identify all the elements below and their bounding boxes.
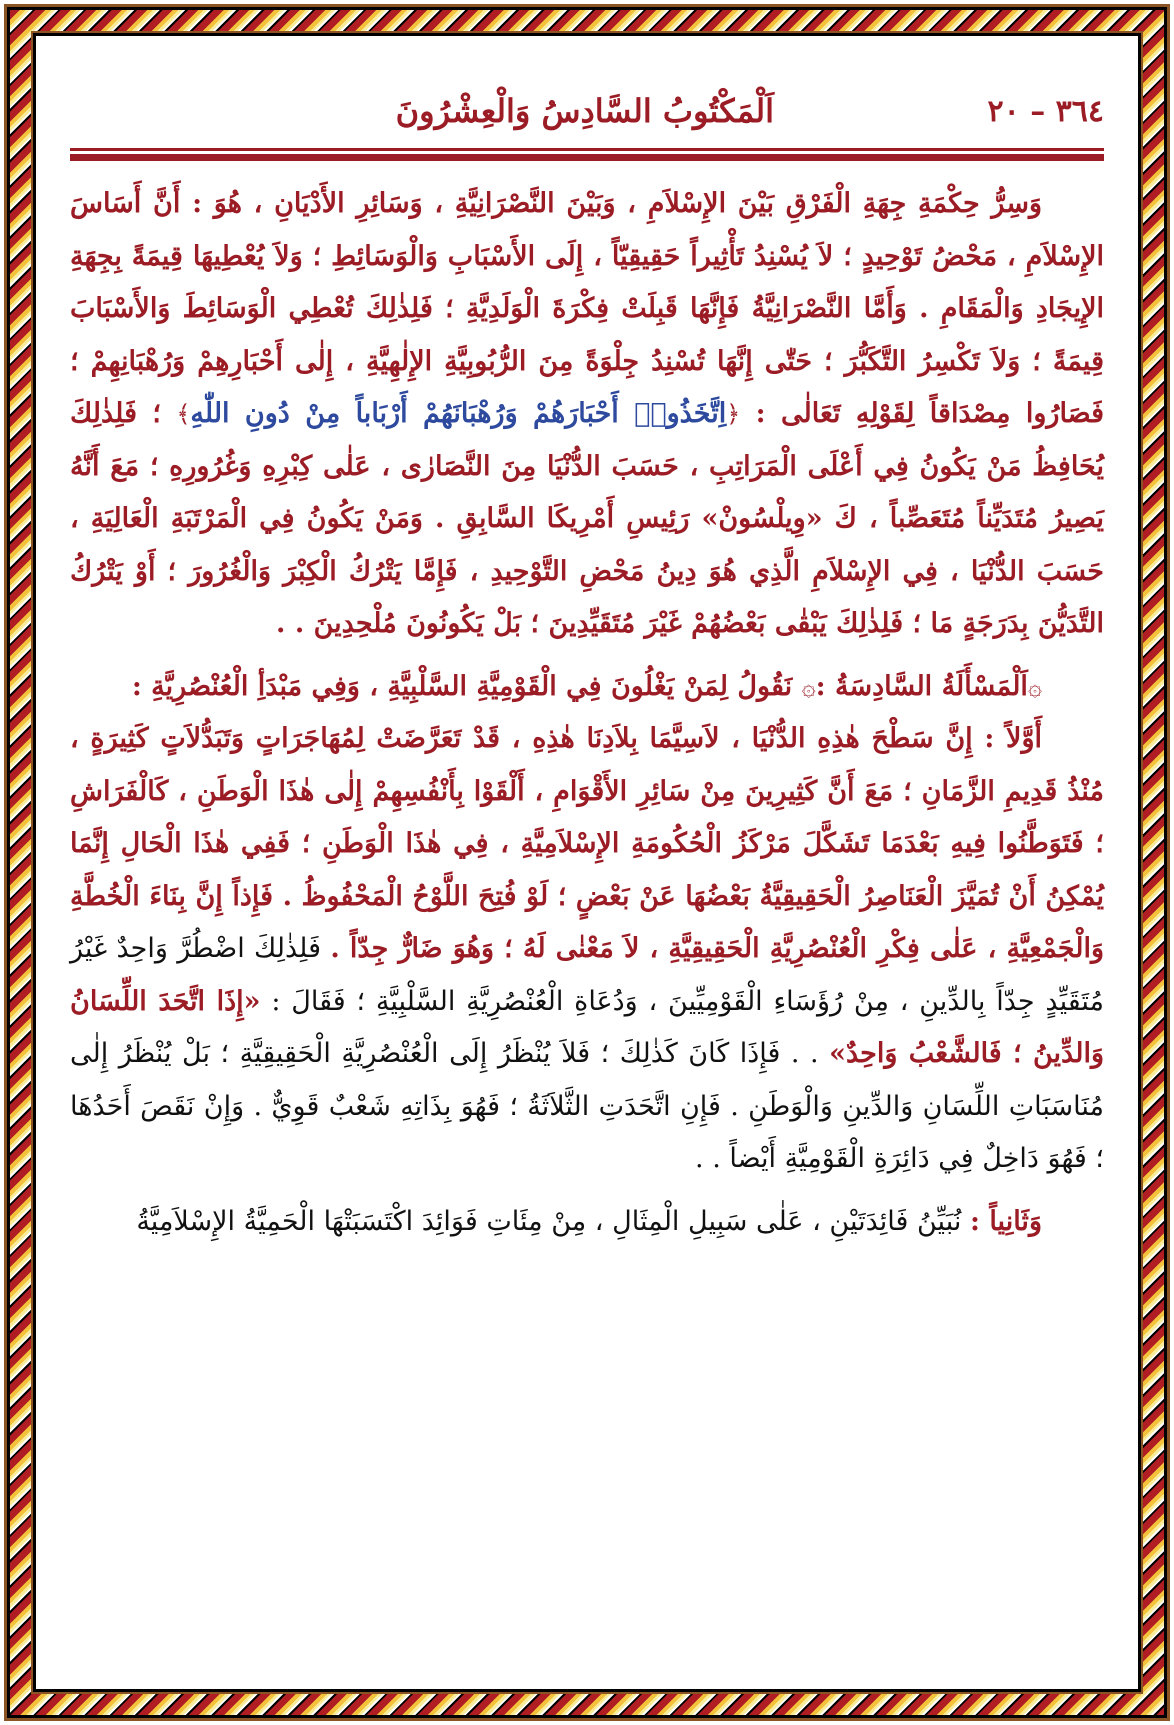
quran-verse: اِتَّخَذُوا۟ أَحْبَارَهُمْ وَرُهْبَانَهُمْ أَرْبَاباً مِنْ دُونِ اللّٰهِ bbox=[190, 398, 727, 429]
heading-ornament-open-icon: ۞ bbox=[1027, 672, 1042, 701]
paragraph-1-text-a: وَسِرُّ حِكْمَةِ جِهَةِ الْفَرْقِ بَيْنَ الإِسْلاَمِ ، وَبَيْنَ النَّصْرَانِيَّةِ ، وَسَائِرِ الأَدْيَانِ ، هُوَ : أَنَّ أَسَاسَ الإِسْلاَمِ ، مَحْضُ تَوْحِيدٍ ؛ لاَ يُسْنِدُ تَأْثِيراً حَقِيقِيّاً ، إِلَى الأَسْبَابِ وَالْوَسَائِطِ ؛ وَلاَ يُعْطِيهَا قِيمَةً بِجِهَةِ الإِيجَادِ وَالْمَقَامِ . وَأَمَّا النَّصْرَانِيَّةُ فَإِنَّهَا قَبِلَتْ فِكْرَةَ الْوَلَدِيَّةِ ؛ فَلِذٰلِكَ تُعْطِي الْوَسَائِطَ وَالأَسْبَابَ قِيمَةً ؛ وَلاَ تَكْسِرُ التَّكَبُّرَ ؛ حَتّٰى إِنَّهَا تُسْنِدُ جِلْوَةً مِنَ الرُّبُوبِيَّةِ الإِلٰهِيَّةِ ، إِلٰى أَحْبَارِهِمْ وَرُهْبَانِهِمْ ؛ فَصَارُوا مِصْدَاقاً لِقَوْلِهِ تَعَالٰى : bbox=[70, 188, 1104, 429]
page-number: ٣٦٤ – ٢٠ bbox=[987, 94, 1104, 129]
header-rule-thin bbox=[70, 148, 1104, 151]
paragraph-2-black-text bbox=[70, 933, 1104, 1174]
paragraph-3-lead: وَثَانِياً : bbox=[969, 1205, 1042, 1237]
paragraph-3-text: نُبَيِّنُ فَائِدَتَيْنِ ، عَلٰى سَبِيلِ الْمِثَالِ ، مِنْ مِئَاتِ فَوَائِدَ اكْتَسَبَتْهَا الْحَمِيَّةُ الإِسْلاَمِيَّةُ bbox=[136, 1205, 970, 1237]
paragraph-2-black-a: فَلِذٰلِكَ اضْطُرَّ وَاحِدٌ غَيْرُ مُتَقَيِّدٍ جِدّاً بِالدِّينِ ، مِنْ رُؤَسَاءِ الْقَوْمِيِّينَ ، وَدُعَاةِ الْعُنْصُرِيَّةِ السَّلْبِيَّةِ ؛ فَقَالَ : bbox=[70, 933, 1104, 1017]
quran-close-ornament-icon: ﴾ bbox=[176, 400, 191, 428]
heading-ornament-close-icon: ۞ bbox=[801, 672, 816, 701]
quoted-saying: «إِذَا اتَّحَدَ اللِّسَانُ وَالدِّينُ ؛ فَالشَّعْبُ وَاحِدٌ» bbox=[70, 985, 1104, 1069]
header-rule-thick bbox=[70, 154, 1104, 161]
chapter-title: اَلْمَكْتُوبُ السَّادِسُ وَالْعِشْرُونَ bbox=[395, 92, 774, 130]
quran-open-ornament-icon: ﴿ bbox=[726, 400, 741, 428]
paragraph-2-black-b: . . فَإِذَا كَانَ كَذٰلِكَ ؛ فَلاَ يُنْظَرُ إِلَى الْعُنْصُرِيَّةِ الْحَقِيقِيَّةِ ؛ بَلْ يُنْظَرُ إِلٰى مُنَاسَبَاتِ اللِّسَانِ وَالدِّينِ وَالْوَطَنِ . فَإِنِ اتَّحَدَتِ الثَّلاَثَةُ ؛ فَهُوَ بِذَاتِهِ شَعْبٌ قَوِيٌّ . وَإِنْ نَقَصَ أَحَدُهَا ؛ فَهُوَ دَاخِلٌ فِي دَائِرَةِ الْقَوْمِيَّةِ أَيْضاً . . bbox=[70, 1038, 1104, 1174]
paragraph-1-text-b: ؛ فَلِذٰلِكَ يُحَافِظُ مَنْ يَكُونُ فِي أَعْلَى الْمَرَاتِبِ ، حَسَبَ الدُّنْيَا مِنَ النَّصَارٰى ، عَلٰى كِبْرِهِ وَغُرُورِهِ ؛ مَعَ أَنَّهُ يَصِيرُ مُتَدَيِّناً مُتَعَصِّباً ، كَ «وِيلْسُونْ» رَئِيسِ أَمْرِيكَا السَّابِقِ . وَمَنْ يَكُونُ فِي الْمَرْتَبَةِ الْعَالِيَةِ ، حَسَبَ الدُّنْيَا ، فِي الإِسْلاَمِ الَّذِي هُوَ دِينُ مَحْضِ التَّوْحِيدِ ، فَإِمَّا يَتْرُكُ الْكِبْرَ وَالْغُرُورَ ؛ أَوْ يَتْرُكُ التَّدَيُّنَ بِدَرَجَةٍ مَا ؛ فَلِذٰلِكَ يَبْقٰى بَعْضُهُمْ غَيْرَ مُتَقَيِّدِينَ ؛ بَلْ يَكُونُونَ مُلْحِدِينَ . . bbox=[70, 398, 1104, 639]
paragraph-2-red-text: أَوَّلاً : إِنَّ سَطْحَ هٰذِهِ الدُّنْيَا ، لاَسِيَّمَا بِلاَدِنَا هٰذِهِ ، قَدْ تَعَرَّضَتْ لِمُهَاجَرَاتٍ وَتَبَدُّلاَتٍ كَثِيرَةٍ ، مُنْذُ قَدِيمِ الزَّمَانِ ؛ مَعَ أَنَّ كَثِيرِينَ مِنْ سَائِرِ الأَقْوَامِ ، أَلْقَوْا بِأَنْفُسِهِمْ إِلٰى هٰذَا الْوَطَنِ ، كَالْفَرَاشِ ؛ فَتَوَطَّنُوا فِيهِ بَعْدَمَا تَشَكَّلَ مَرْكَزُ الْحُكُومَةِ الإِسْلاَمِيَّةِ ، فِي هٰذَا الْوَطَنِ ؛ فَفِي هٰذَا الْحَالِ إِنَّمَا يُمْكِنُ أَنْ تُمَيَّزَ الْعَنَاصِرُ الْحَقِيقِيَّةُ بَعْضُهَا عَنْ بَعْضٍ ؛ لَوْ فُتِحَ اللَّوْحُ الْمَحْفُوظُ . فَإِذاً إِنَّ بِنَاءَ الْخُطَّةِ وَالْجَمْعِيَّةِ ، عَلٰى فِكْرِ الْعُنْصُرِيَّةِ الْحَقِيقِيَّةِ ، لاَ مَعْنٰى لَهُ ؛ وَهُوَ ضَارٌّ جِدّاً . bbox=[70, 723, 1104, 964]
page-header bbox=[70, 88, 1104, 136]
section-heading-text: نَقُولُ لِمَنْ يَغْلُونَ فِي الْقَوْمِيَّةِ السَّلْبِيَّةِ ، وَفِي مَبْدَأِ الْعُنْصُرِيَّةِ : bbox=[131, 670, 802, 702]
book-page bbox=[70, 0, 1104, 1725]
page-body bbox=[70, 178, 1104, 1248]
section-heading bbox=[70, 661, 1104, 714]
section-title: اَلْمَسْأَلَةُ السَّادِسَةُ : bbox=[815, 670, 1028, 702]
paragraph-1 bbox=[70, 178, 1104, 651]
paragraph-3 bbox=[70, 1196, 1104, 1249]
paragraph-2 bbox=[70, 713, 1104, 1186]
